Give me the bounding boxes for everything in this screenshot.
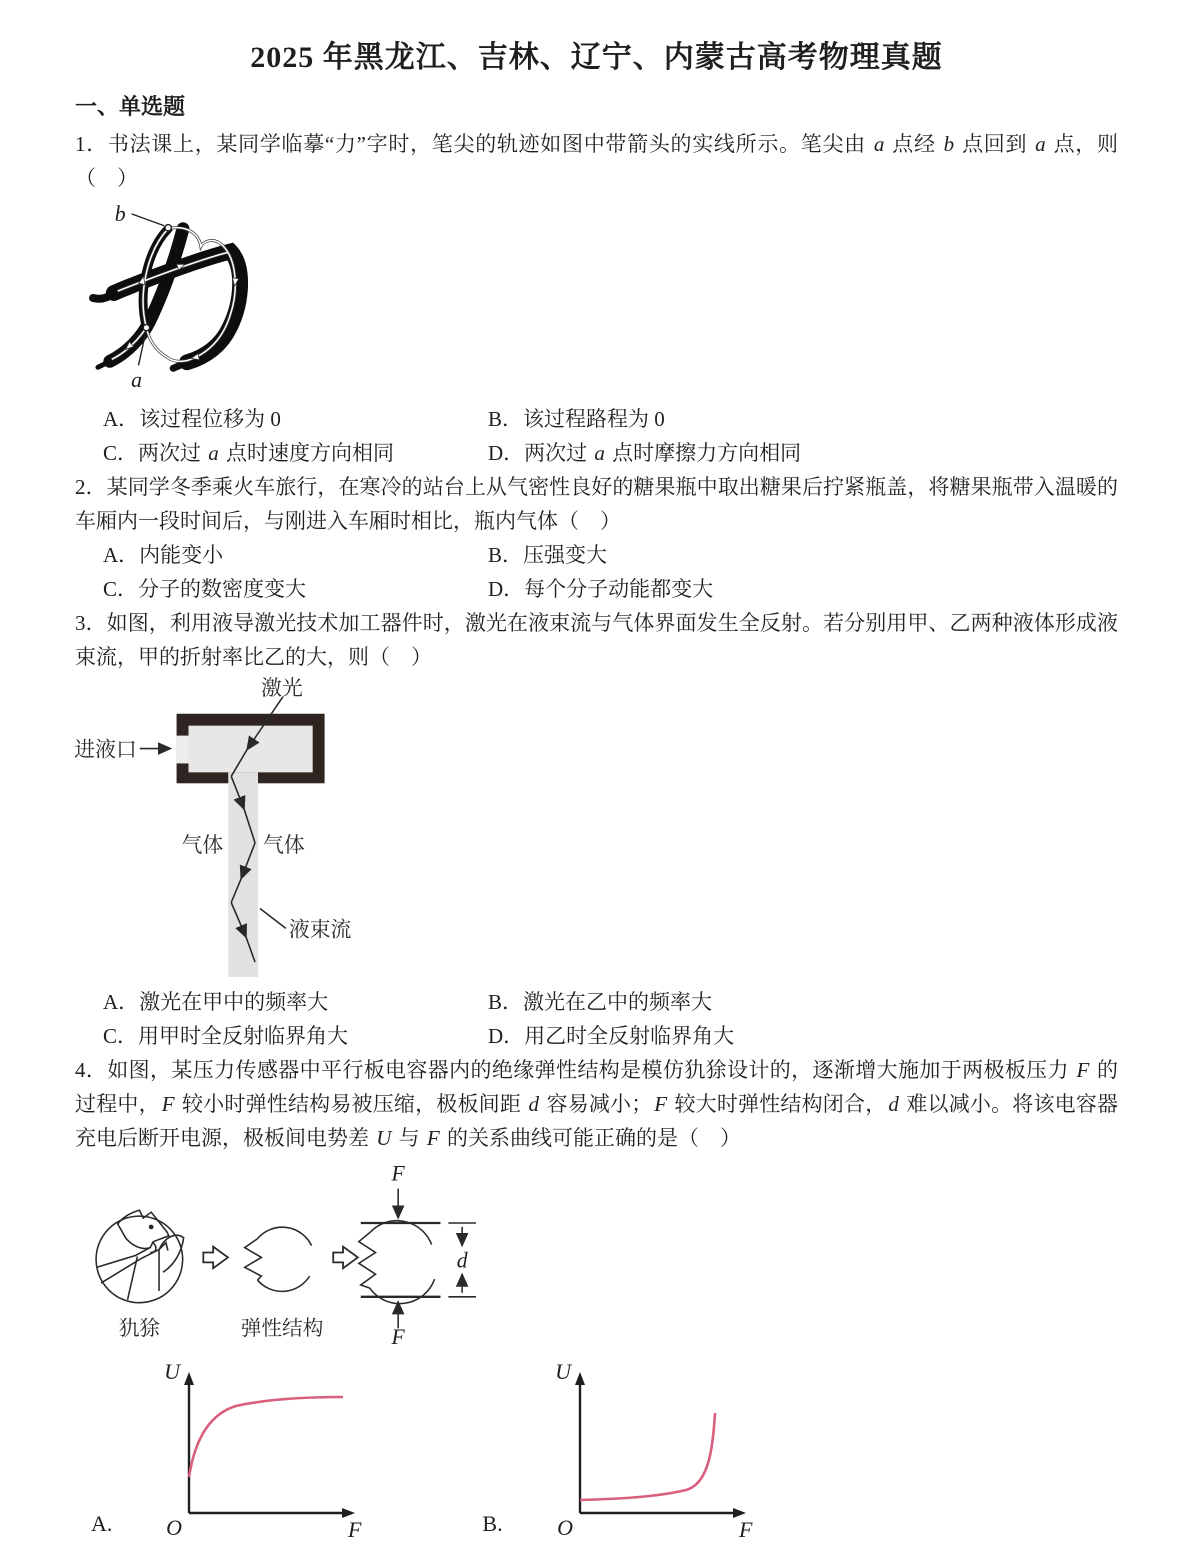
curve — [580, 1413, 715, 1500]
gas-label-right: 气体 — [262, 832, 305, 857]
nozzle-chamber — [188, 726, 312, 773]
stream-label: 液束流 — [288, 917, 352, 942]
y-axis-label: U — [164, 1359, 181, 1384]
graph-a — [91, 1355, 364, 1551]
q1-figure — [83, 199, 1118, 400]
page-title: 2025 年黑龙江、吉林、辽宁、内蒙古高考物理真题 — [250, 41, 943, 74]
inlet-label: 进液口 — [74, 737, 137, 762]
force-top-label: F — [391, 1161, 405, 1186]
laser-label: 激光 — [261, 676, 303, 700]
graph-b-letter: B. — [482, 1511, 503, 1536]
x-axis-label: F — [738, 1517, 753, 1542]
q1-option-d: D．两次过 a 点时摩擦力方向相同 — [488, 441, 802, 465]
q3-figure — [73, 676, 1118, 983]
point-a-label: a — [131, 368, 142, 393]
section-heading: 一、单选题 — [75, 94, 186, 119]
capacitor — [359, 1162, 476, 1346]
q3-option-d: D．用乙时全反射临界角大 — [488, 1024, 735, 1048]
armadillo-label: 犰狳 — [118, 1318, 161, 1341]
option-row — [103, 572, 1118, 606]
q1-option-c: C．两次过 a 点时速度方向相同 — [103, 441, 395, 465]
li-character-figure — [83, 199, 293, 395]
q1-option-b: B．该过程路程为 0 — [488, 407, 665, 431]
point-a-marker — [143, 325, 149, 331]
laser-nozzle-figure — [73, 676, 453, 978]
point-b-pointer — [132, 214, 165, 226]
q2-option-a: A．内能变小 — [103, 543, 224, 567]
curve — [189, 1397, 343, 1477]
option-row — [103, 436, 1118, 470]
q1-option-a: A．该过程位移为 0 — [103, 407, 281, 431]
y-axis-arrowhead — [184, 1372, 194, 1385]
graph-a-plot — [114, 1355, 364, 1551]
elastic-structure-compressed — [359, 1221, 435, 1304]
q4-stem: 4．如图，某压力传感器中平行板电容器内的绝缘弹性结构是模仿犰狳设计的，逐渐增大施加于两极板压力 F 的过程中，F 较小时弹性结构易被压缩，极板间距 d 容易减小；F 较大时弹性结构闭合，d 难以减小。将该电容器充电后断开电源，极板间电势差 U 与 F 的关系曲线可能正确的是（ ） — [75, 1058, 1119, 1150]
q1-options — [75, 402, 1118, 470]
q4-graphs — [91, 1355, 1118, 1551]
y-axis-label: U — [554, 1359, 571, 1384]
option-row — [103, 985, 1118, 1019]
y-axis-arrowhead — [575, 1372, 585, 1385]
q3-stem: 3．如图，利用液导激光技术加工器件时，激光在液束流与气体界面发生全反射。若分别用甲、乙两种液体形成液束流，甲的折射率比乙的大，则（ ） — [75, 611, 1118, 669]
gap-label: d — [456, 1248, 468, 1273]
origin-label: O — [166, 1515, 183, 1540]
q3-options — [75, 985, 1118, 1053]
elastic-structure — [245, 1227, 312, 1291]
q1-stem: 1．书法课上，某同学临摹“力”字时，笔尖的轨迹如图中带箭头的实线所示。笔尖由 a 点经 b 点回到 a 点，则（ ） — [75, 132, 1118, 190]
option-row — [103, 402, 1118, 436]
right-arrow-icon — [203, 1247, 228, 1269]
point-b-label: b — [114, 201, 126, 226]
graph-b — [482, 1355, 754, 1551]
right-arrow-icon — [333, 1247, 358, 1269]
q3-option-c: C．用甲时全反射临界角大 — [103, 1024, 349, 1048]
li-character-strokes — [93, 229, 240, 369]
q2-option-b: B．压强变大 — [488, 543, 608, 567]
graph-b-plot — [505, 1355, 755, 1551]
gas-label-left: 气体 — [181, 832, 224, 857]
force-bottom-label: F — [391, 1325, 405, 1346]
q2-options — [75, 538, 1118, 606]
q2-option-c: C．分子的数密度变大 — [103, 577, 307, 601]
x-axis-label: F — [348, 1517, 362, 1542]
point-b-marker — [165, 225, 171, 231]
armadillo-figure — [96, 1210, 184, 1303]
q2-option-d: D．每个分子动能都变大 — [488, 577, 714, 601]
q3-option-a: A．激光在甲中的频率大 — [103, 990, 329, 1014]
q4-figure — [85, 1161, 1118, 1351]
graph-a-letter: A. — [91, 1511, 113, 1536]
option-row — [103, 1019, 1118, 1053]
origin-label: O — [556, 1515, 573, 1540]
q2-stem: 2．某同学冬季乘火车旅行，在寒冷的站台上从气密性良好的糖果瓶中取出糖果后拧紧瓶盖，将糖果瓶带入温暖的车厢内一段时间后，与刚进入车厢时相比，瓶内气体（ ） — [75, 475, 1118, 533]
elastic-label: 弹性结构 — [240, 1318, 324, 1341]
option-row — [103, 538, 1118, 572]
q3-option-b: B．激光在乙中的频率大 — [488, 990, 713, 1014]
armadillo-capacitor-figure — [85, 1161, 485, 1346]
stream-pointer — [260, 908, 286, 928]
inlet-gap — [177, 736, 189, 764]
